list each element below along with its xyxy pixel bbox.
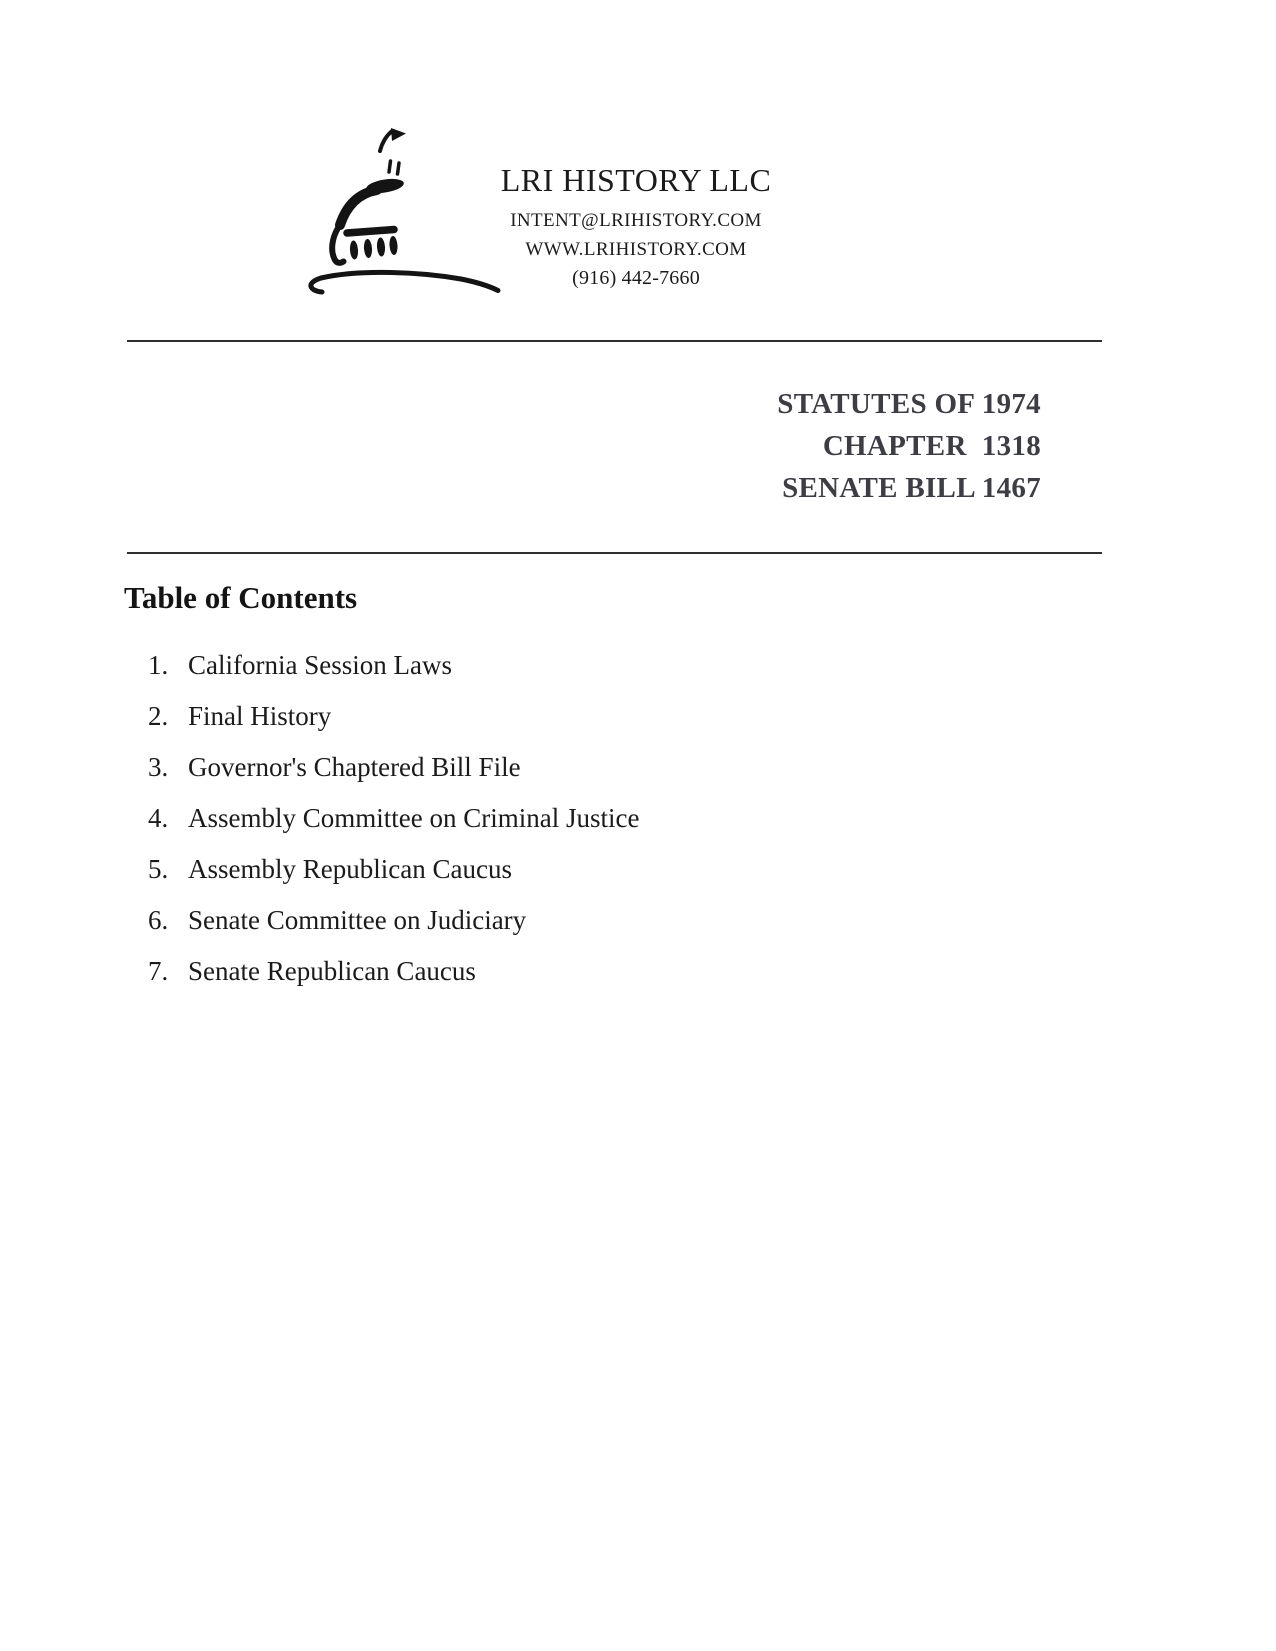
company-email: INTENT@LRIHISTORY.COM xyxy=(510,210,762,231)
toc-heading: Table of Contents xyxy=(124,580,358,615)
toc-item xyxy=(148,844,639,895)
toc-item xyxy=(148,946,639,997)
toc-item-label: Final History xyxy=(188,701,332,731)
toc-item-label: Assembly Republican Caucus xyxy=(188,854,512,884)
toc-item-number: 1. xyxy=(148,650,169,680)
toc-item xyxy=(148,691,639,742)
company-name: LRI HISTORY LLC xyxy=(500,162,772,198)
toc-item xyxy=(148,742,639,793)
letterhead xyxy=(0,162,1274,290)
toc-item-label: Senate Republican Caucus xyxy=(188,956,476,986)
toc-item-label: Assembly Committee on Criminal Justice xyxy=(188,803,640,833)
statutes-line: STATUTES OF 1974 xyxy=(777,388,1041,420)
toc-item-label: Governor's Chaptered Bill File xyxy=(188,752,521,782)
toc-item-number: 2. xyxy=(148,701,169,731)
toc-item xyxy=(148,640,639,691)
company-website: WWW.LRIHISTORY.COM xyxy=(525,239,747,260)
toc-item-number: 5. xyxy=(148,854,169,884)
horizontal-rule-bottom xyxy=(127,552,1102,554)
toc-item-label: California Session Laws xyxy=(188,650,452,680)
horizontal-rule-top xyxy=(127,340,1102,342)
toc-item-label: Senate Committee on Judiciary xyxy=(188,905,527,935)
toc-item-number: 3. xyxy=(148,752,169,782)
toc-item xyxy=(148,895,639,946)
bill-reference-block xyxy=(777,383,1041,509)
chapter-line: CHAPTER 1318 xyxy=(822,430,1041,462)
company-phone: (916) 442-7660 xyxy=(572,267,700,289)
senate-bill-line: SENATE BILL 1467 xyxy=(782,472,1041,504)
toc-item-number: 4. xyxy=(148,803,169,833)
toc-item-number: 6. xyxy=(148,905,169,935)
toc-list xyxy=(148,640,639,997)
toc-item-number: 7. xyxy=(148,956,169,986)
toc-item xyxy=(148,793,639,844)
